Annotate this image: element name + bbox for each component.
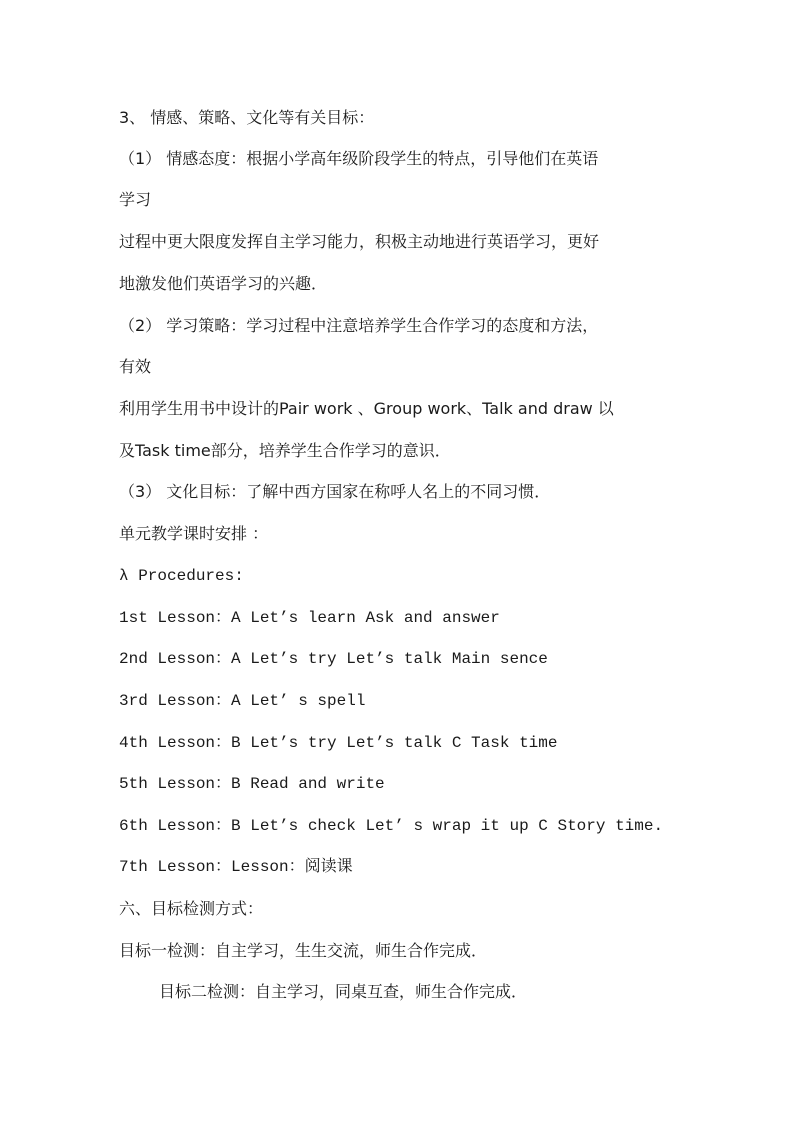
section-6-heading: 六、目标检测方式：	[119, 899, 264, 918]
lesson-line: 7th Lesson：Lesson：阅读课	[119, 858, 353, 876]
culture-goal-line: （3） 文化目标：了解中西方国家在称呼人名上的不同习惯．	[119, 482, 551, 501]
emotion-attitude-line: （1） 情感态度：根据小学高年级阶段学生的特点，引导他们在英语	[119, 149, 599, 168]
goal-3-heading: 3、 情感、策略、文化等有关目标：	[119, 108, 375, 127]
learning-strategy-line: （2） 学习策略：学习过程中注意培养学生合作学习的态度和方法，	[119, 316, 599, 335]
lesson-line: 3rd Lesson：A Let’ s spell	[119, 692, 366, 710]
text-line: 过程中更大限度发挥自主学习能力，积极主动地进行英语学习，更好	[119, 232, 600, 251]
text-line: 地激发他们英语学习的兴趣．	[119, 274, 328, 293]
goal-1-check-line: 目标一检测：自主学习，生生交流，师生合作完成．	[119, 941, 488, 960]
lesson-line: 2nd Lesson：A Let’s try Let’s talk Main sence	[119, 650, 548, 668]
lesson-line: 4th Lesson：B Let’s try Let’s talk C Task time	[119, 734, 558, 752]
lesson-line: 6th Lesson：B Let’s check Let’ s wrap it up C Story time.	[119, 817, 664, 835]
goal-2-check-line: 目标二检测：自主学习，同桌互查，师生合作完成．	[159, 982, 528, 1001]
text-line: 学习	[119, 190, 152, 209]
text-line: 及Task time部分，培养学生合作学习的意识．	[119, 441, 451, 460]
lesson-line: 5th Lesson：B Read and write	[119, 775, 385, 793]
text-line: 利用学生用书中设计的Pair work 、Group work、Talk and draw 以	[119, 399, 614, 418]
text-line: 有效	[119, 357, 152, 376]
schedule-heading: 单元教学课时安排 ：	[119, 524, 269, 543]
procedures-heading: λ Procedures:	[119, 567, 244, 585]
lesson-line: 1st Lesson：A Let’s learn Ask and answer	[119, 609, 500, 627]
